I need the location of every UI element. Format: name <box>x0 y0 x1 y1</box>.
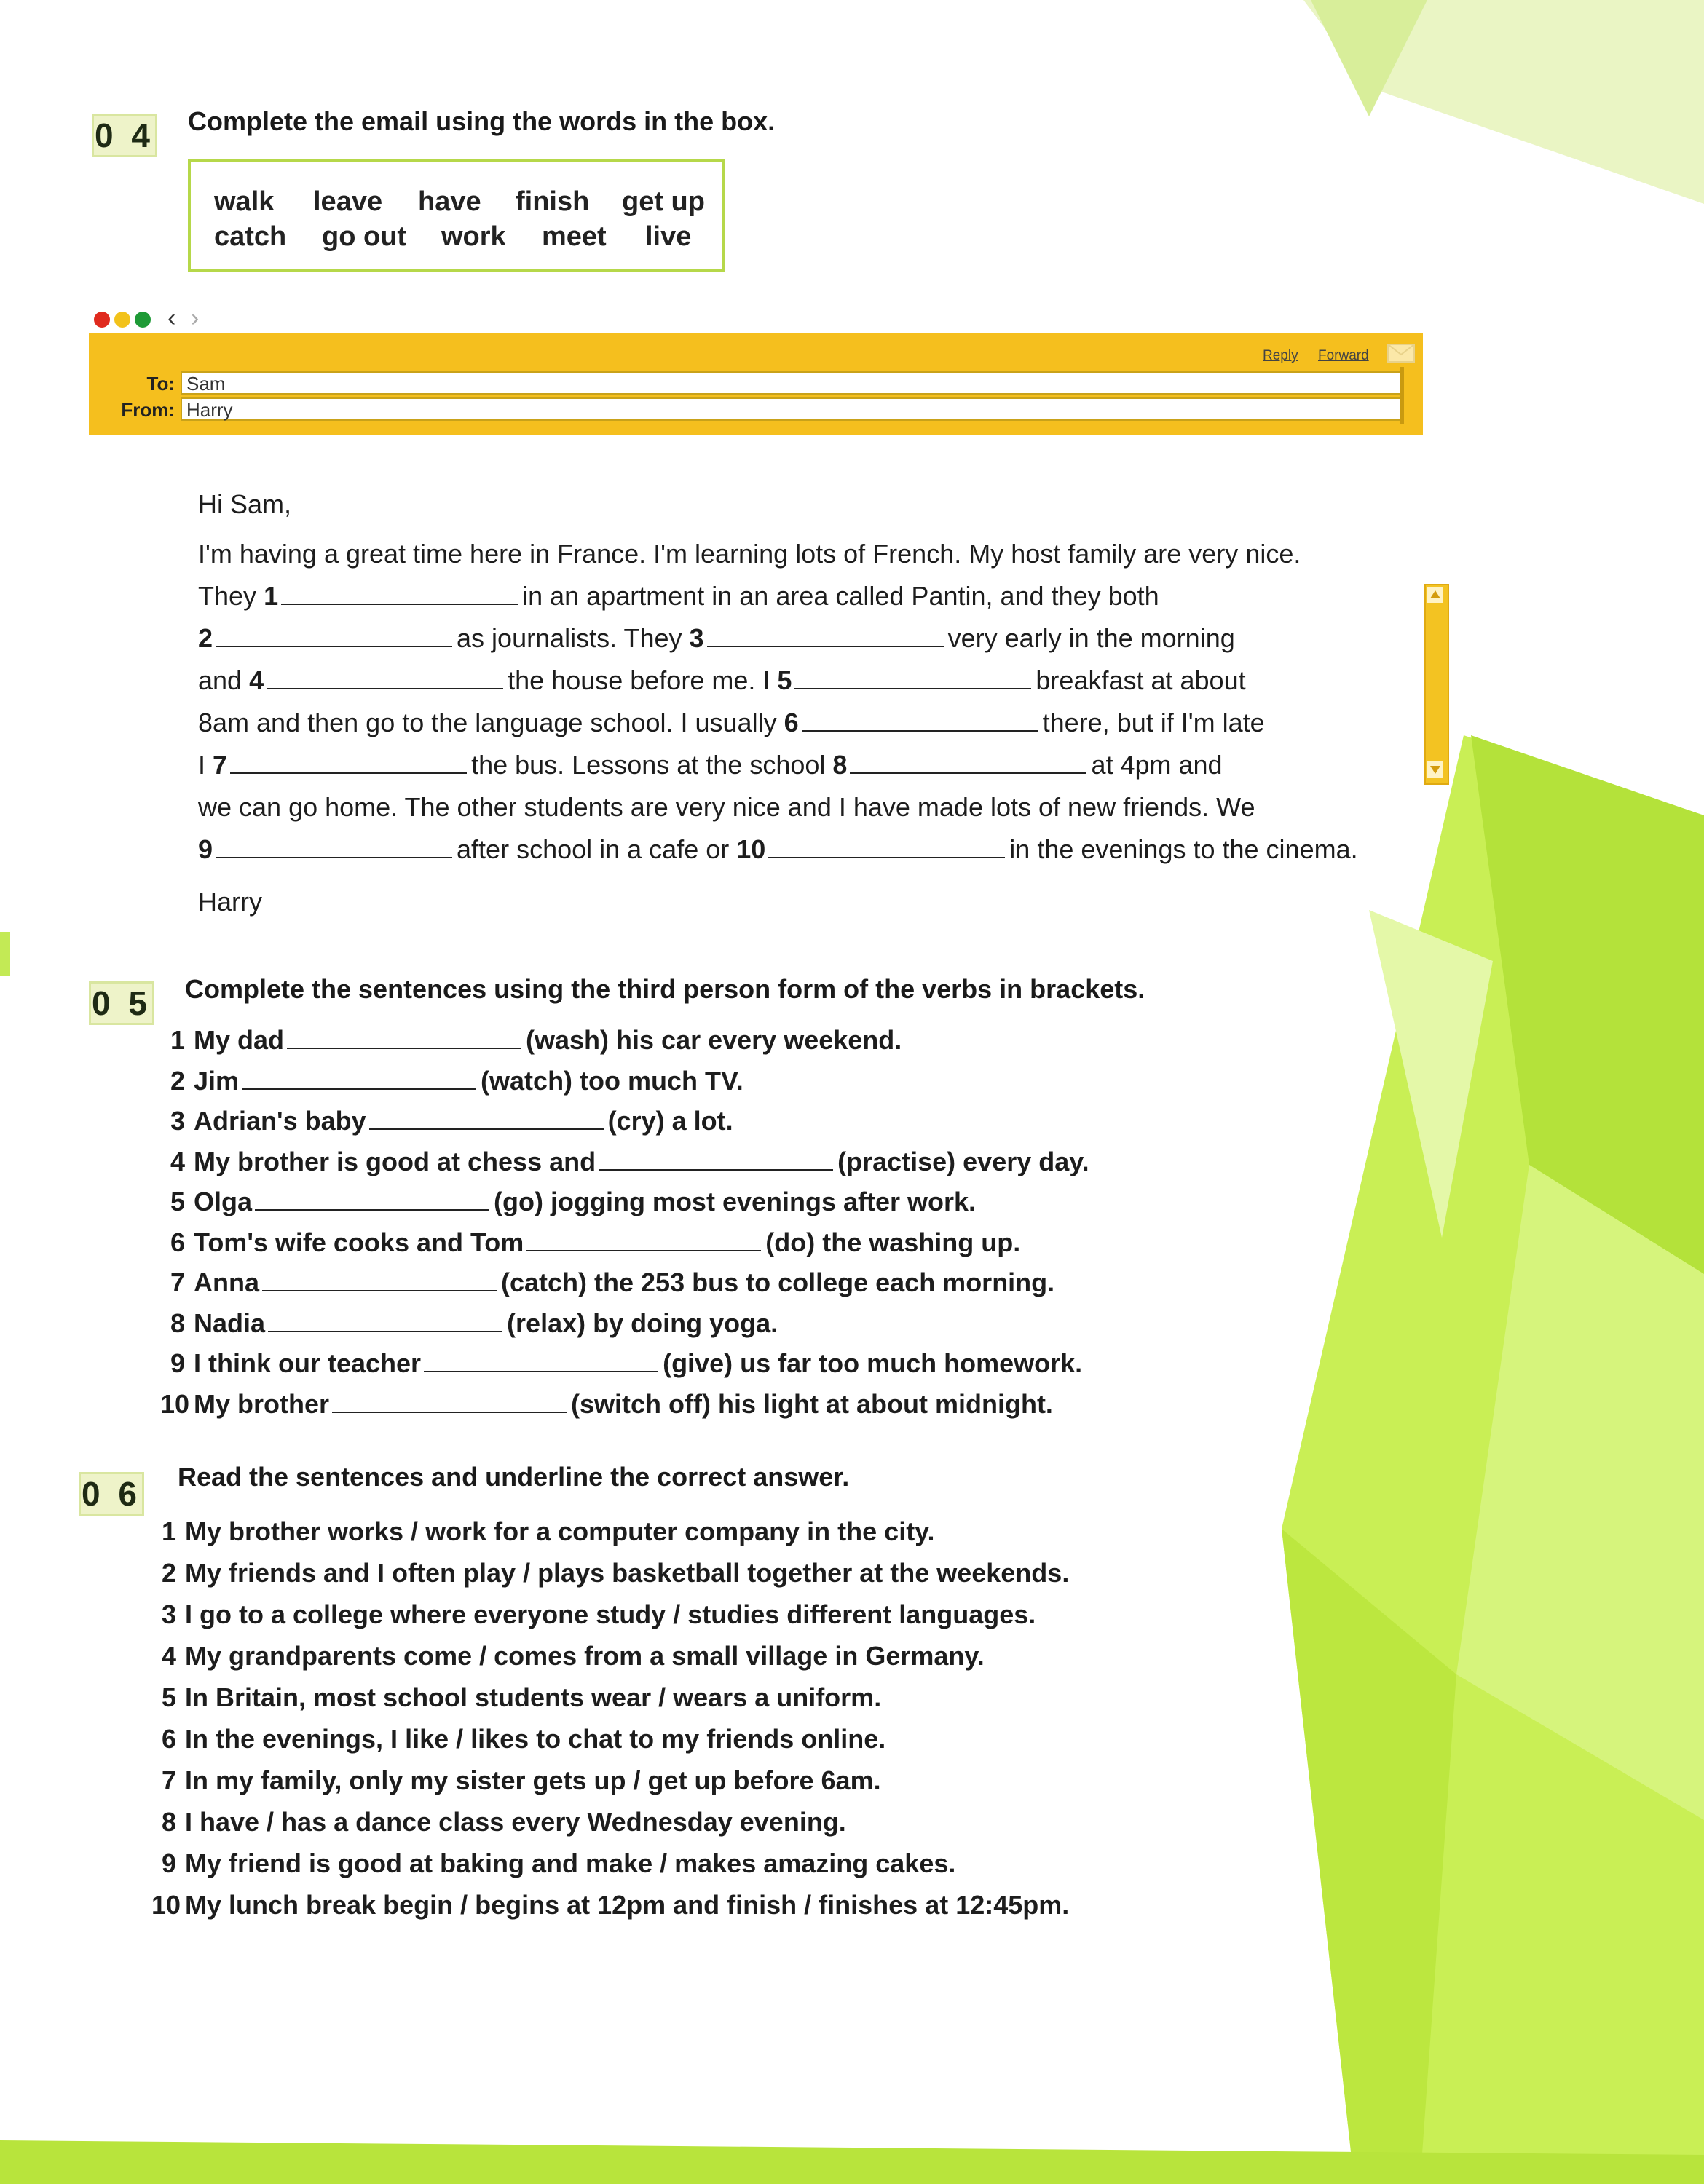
answer-blank[interactable] <box>230 751 467 774</box>
from-field[interactable]: Harry <box>181 397 1401 421</box>
minimize-dot <box>114 312 130 328</box>
ex5-item: 6 Tom's wife cooks and Tom (do) the washing up. <box>170 1227 1021 1257</box>
word-meet: meet <box>542 221 607 252</box>
back-arrow-icon[interactable]: ‹ <box>167 304 176 332</box>
ex5-item: 9 I think our teacher (give) us far too much homework. <box>170 1348 1083 1378</box>
word-box <box>188 159 725 272</box>
answer-blank[interactable] <box>369 1107 604 1130</box>
email-header-edge <box>1400 367 1404 424</box>
email-line-8: 9 after school in a cafe or 10 in the evenings to the cinema. <box>198 834 1358 864</box>
email-scrollbar[interactable] <box>1424 584 1449 785</box>
ex5-item: 3 Adrian's baby (cry) a lot. <box>170 1106 733 1136</box>
window-controls <box>92 309 172 331</box>
answer-blank[interactable] <box>424 1349 658 1372</box>
word-get-up: get up <box>622 186 705 217</box>
exercise-number-05: 0 5 <box>89 981 154 1025</box>
answer-blank[interactable] <box>802 708 1038 732</box>
answer-blank[interactable] <box>526 1228 761 1251</box>
exercise-number-04: 0 4 <box>92 114 157 157</box>
ex5-item: 10 My brother (switch off) his light at about midnight. <box>160 1389 1053 1419</box>
word-live: live <box>645 221 692 252</box>
to-field[interactable]: Sam <box>181 371 1401 395</box>
word-work: work <box>441 221 506 252</box>
ex6-item: 7 In my family, only my sister gets up / get up before 6am. <box>161 1765 881 1795</box>
ex5-item: 4 My brother is good at chess and (practise) every day. <box>170 1147 1089 1176</box>
word-go-out: go out <box>322 221 407 252</box>
answer-blank[interactable] <box>262 1268 497 1291</box>
word-leave: leave <box>313 186 383 217</box>
exercise-04-instruction: Complete the email using the words in the box. <box>188 106 776 136</box>
answer-blank[interactable] <box>794 666 1031 689</box>
ex6-item: 3 I go to a college where everyone study / studies different languages. <box>161 1599 1036 1629</box>
ex6-item: 4 My grandparents come / comes from a small village in Germany. <box>161 1641 985 1671</box>
ex6-item: 2 My friends and I often play / plays basketball together at the weekends. <box>161 1558 1070 1588</box>
reply-link[interactable]: Reply <box>1263 348 1298 363</box>
answer-blank[interactable] <box>216 835 452 858</box>
answer-blank[interactable] <box>268 1309 502 1332</box>
email-greeting: Hi Sam, <box>198 489 292 519</box>
answer-blank[interactable] <box>850 751 1086 774</box>
answer-blank[interactable] <box>242 1067 476 1090</box>
answer-blank[interactable] <box>267 666 503 689</box>
scroll-up-icon[interactable] <box>1427 587 1443 603</box>
exercise-05-instruction: Complete the sentences using the third person form of the verbs in brackets. <box>185 974 1145 1004</box>
answer-blank[interactable] <box>216 624 452 647</box>
answer-blank[interactable] <box>599 1147 833 1171</box>
ex6-item: 8 I have / has a dance class every Wednesday evening. <box>161 1807 846 1837</box>
word-walk: walk <box>214 186 275 217</box>
ex5-item: 5 Olga (go) jogging most evenings after work. <box>170 1187 977 1216</box>
email-line-4: and 4 the house before me. I 5 breakfast at about <box>198 665 1246 695</box>
answer-blank[interactable] <box>255 1187 489 1211</box>
zoom-dot <box>135 312 151 328</box>
forward-link[interactable]: Forward <box>1318 348 1369 363</box>
ex6-item: 10 My lunch break begin / begins at 12pm and finish / finishes at 12:45pm. <box>151 1890 1070 1920</box>
word-catch: catch <box>214 221 287 252</box>
ex6-item: 5 In Britain, most school students wear / wears a uniform. <box>161 1682 882 1712</box>
email-line-6: I 7 the bus. Lessons at the school 8 at 4pm and <box>198 750 1223 780</box>
ex6-item: 6 In the evenings, I like / likes to chat to my friends online. <box>161 1724 886 1754</box>
exercise-number-06: 0 6 <box>79 1472 144 1516</box>
email-line-5: 8am and then go to the language school. I usually 6 there, but if I'm late <box>198 708 1265 737</box>
word-finish: finish <box>516 186 590 217</box>
scroll-down-icon[interactable] <box>1427 761 1443 778</box>
answer-blank[interactable] <box>707 624 944 647</box>
to-label: To: <box>146 373 175 395</box>
answer-blank[interactable] <box>287 1026 521 1049</box>
ex6-item: 1 My brother works / work for a computer company in the city. <box>161 1516 935 1546</box>
ex6-item: 9 My friend is good at baking and make / makes amazing cakes. <box>161 1848 956 1878</box>
answer-blank[interactable] <box>332 1390 567 1413</box>
close-dot <box>94 312 110 328</box>
word-have: have <box>418 186 481 217</box>
envelope-icon[interactable] <box>1387 342 1416 364</box>
email-line-3: 2 as journalists. They 3 very early in the morning <box>198 623 1235 653</box>
ex5-item: 2 Jim (watch) too much TV. <box>170 1066 743 1096</box>
email-signature: Harry <box>198 887 262 917</box>
answer-blank[interactable] <box>768 835 1005 858</box>
answer-blank[interactable] <box>281 582 518 605</box>
email-line-7: we can go home. The other students are very nice and I have made lots of new friends. We <box>198 792 1255 822</box>
ex5-item: 1 My dad (wash) his car every weekend. <box>170 1025 902 1055</box>
forward-arrow-icon[interactable]: › <box>191 304 200 332</box>
ex5-item: 7 Anna (catch) the 253 bus to college each morning. <box>170 1267 1055 1297</box>
from-label: From: <box>121 399 175 421</box>
ex5-item: 8 Nadia (relax) by doing yoga. <box>170 1308 778 1338</box>
email-line-1: I'm having a great time here in France. I'm learning lots of French. My host family are very nice. <box>198 539 1301 569</box>
email-line-2: They 1 in an apartment in an area called Pantin, and they both <box>198 581 1159 611</box>
exercise-06-instruction: Read the sentences and underline the correct answer. <box>178 1462 850 1492</box>
